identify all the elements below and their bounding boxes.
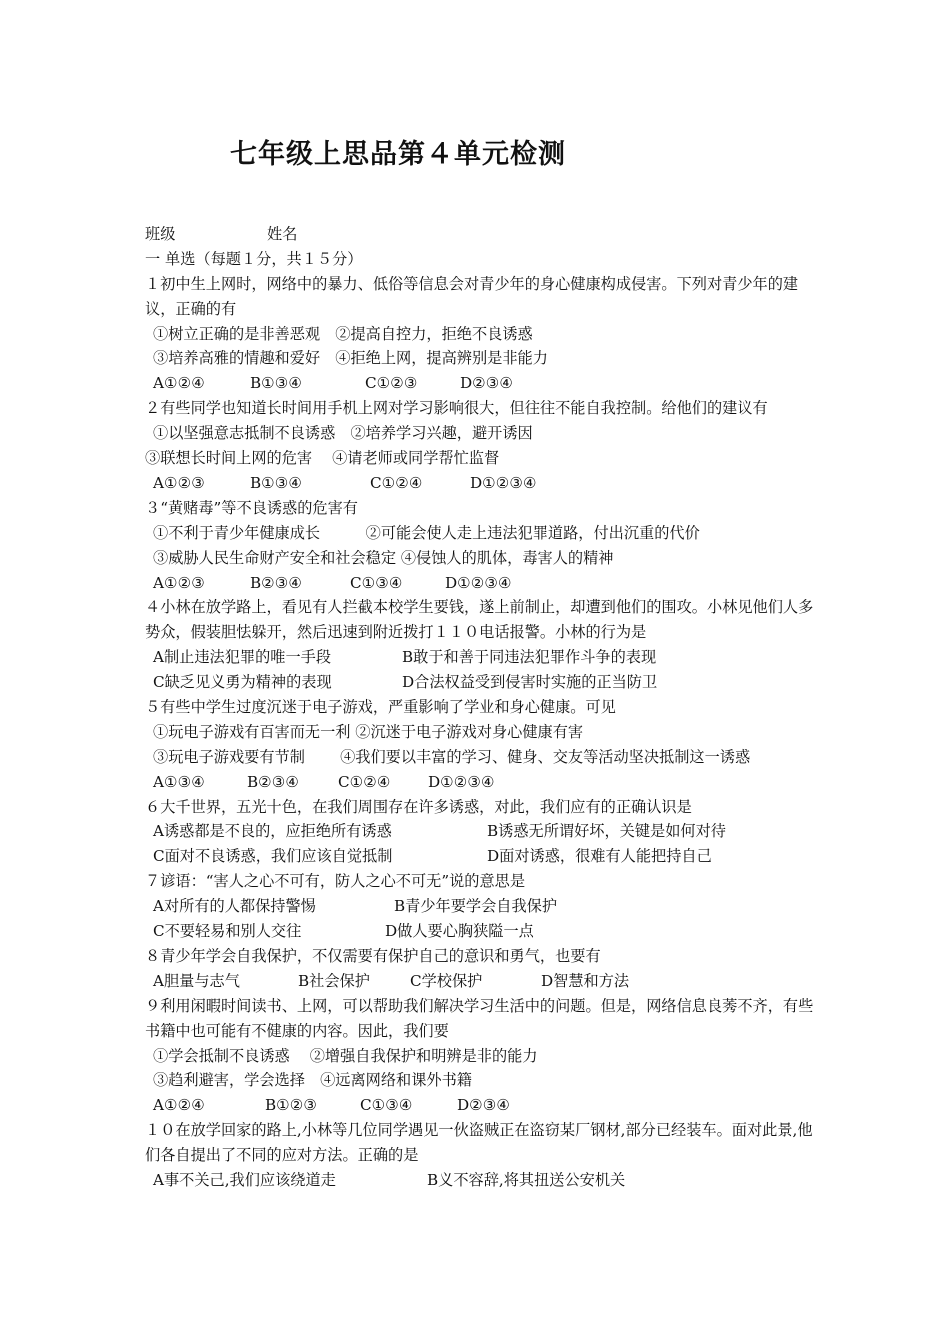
option: C①②④ — [370, 473, 423, 492]
option: B义不容辞,将其扭送公安机关 — [427, 1170, 626, 1189]
option: B社会保护 — [298, 971, 370, 990]
student-info-row — [145, 222, 815, 247]
answer-options — [145, 770, 815, 795]
option: D做人要心胸狭隘一点 — [385, 922, 534, 941]
question-stem: ２有些同学也知道长时间用手机上网对学习影响很大，但往往不能自我控制。给他们的建议有 — [145, 399, 768, 418]
option: D②③④ — [460, 374, 514, 393]
option: D①②③④ — [428, 772, 495, 791]
class-label: 班级 — [145, 225, 176, 243]
option: B①②③ — [265, 1096, 318, 1115]
option: B诱惑无所谓好坏，关键是如何对待 — [487, 822, 726, 841]
answer-options — [145, 844, 815, 869]
answer-options — [145, 969, 815, 994]
question-item: ①玩电子游戏有百害而无一利 ②沉迷于电子游戏对身心健康有害 — [153, 722, 584, 741]
option: B青少年要学会自我保护 — [394, 897, 558, 916]
question-stem: ７谚语：“害人之心不可有，防人之心不可无”说的意思是 — [145, 872, 526, 891]
page-title: 七年级上思品第４单元检测 — [230, 139, 566, 170]
option: A事不关己,我们应该绕道走 — [153, 1170, 336, 1189]
question-stem: ４小林在放学路上，看见有人拦截本校学生要钱，遂上前制止，却遭到他们的围攻。小林见他们人多势众，假装胆怯躲开，然后迅速到附近拨打１１０电话报警。小林的行为是 — [145, 598, 814, 642]
section-heading: 一 单选（每题１分，共１５分） — [145, 249, 363, 268]
option: A①②③ — [153, 573, 205, 592]
question-item: ①树立正确的是非善恶观 ②提高自控力，拒绝不良诱惑 — [153, 324, 533, 343]
question-item: ③威胁人民生命财产安全和社会稳定 ④侵蚀人的肌体，毒害人的精神 — [153, 548, 614, 567]
answer-options — [145, 571, 815, 596]
answer-options — [145, 919, 815, 944]
option: A①②④ — [153, 1096, 205, 1115]
answer-options — [145, 371, 815, 396]
option: B②③④ — [247, 772, 300, 791]
option: C面对不良诱惑，我们应该自觉抵制 — [153, 847, 393, 866]
answer-options — [145, 471, 815, 496]
name-label: 姓名 — [267, 225, 298, 243]
question-stem: １初中生上网时，网络中的暴力、低俗等信息会对青少年的身心健康构成侵害。下列对青少年的建议，正确的有 — [145, 274, 799, 318]
option: D面对诱惑，很难有人能把持自己 — [487, 847, 712, 866]
option: C缺乏见义勇为精神的表现 — [153, 673, 332, 692]
option: A①②④ — [153, 374, 205, 393]
question-stem: ９利用闲暇时间读书、上网，可以帮助我们解决学习生活中的问题。但是，网络信息良莠不齐，有些书籍中也可能有不健康的内容。因此，我们要 — [145, 996, 814, 1040]
option: A①③④ — [153, 772, 205, 791]
question-stem: ５有些中学生过度沉迷于电子游戏，严重影响了学业和身心健康。可见 — [145, 698, 616, 716]
question-item: ①以坚强意志抵制不良诱惑 ②培养学习兴趣，避开诱因 — [153, 424, 533, 443]
answer-options — [145, 894, 815, 919]
question-item: ③联想长时间上网的危害 ④请老师或同学帮忙监督 — [145, 449, 500, 468]
answer-options — [145, 1093, 815, 1118]
question-item: ③趋利避害，学会选择 ④远离网络和课外书籍 — [153, 1071, 472, 1090]
answer-options — [145, 819, 815, 844]
question-stem: ６大千世界，五光十色，在我们周围存在许多诱惑，对此，我们应有的正确认识是 — [145, 797, 692, 816]
option: A①②③ — [153, 473, 205, 492]
option: C不要轻易和别人交往 — [153, 922, 302, 941]
answer-options — [145, 670, 815, 695]
question-item: ③培养高雅的情趣和爱好 ④拒绝上网，提高辨别是非能力 — [153, 349, 548, 368]
option: B①③④ — [250, 473, 303, 492]
document-body — [145, 222, 815, 1193]
question-item: ③玩电子游戏要有节制 ④我们要以丰富的学习、健身、交友等活动坚决抵制这一诱惑 — [153, 747, 751, 766]
option: A诱惑都是不良的，应拒绝所有诱惑 — [153, 822, 392, 841]
option: D②③④ — [457, 1096, 511, 1115]
option: D①②③④ — [445, 573, 512, 592]
question-item: ①学会抵制不良诱惑 ②增强自我保护和明辨是非的能力 — [153, 1046, 538, 1065]
option: B①③④ — [250, 374, 303, 393]
option: A制止违法犯罪的唯一手段 — [153, 648, 332, 667]
option: C①②③ — [365, 374, 418, 393]
option: D智慧和方法 — [541, 971, 630, 990]
option: D合法权益受到侵害时实施的正当防卫 — [402, 673, 658, 692]
option: B敢于和善于同违法犯罪作斗争的表现 — [402, 648, 657, 667]
option: C①③④ — [360, 1096, 413, 1115]
option: C①③④ — [350, 573, 403, 592]
question-item: ①不利于青少年健康成长 ②可能会使人走上违法犯罪道路，付出沉重的代价 — [153, 523, 700, 542]
question-stem: １０在放学回家的路上,小林等几位同学遇见一伙盗贼正在盗窃某厂钢材,部分已经装车。面对此景,他们各自提出了不同的应对方法。正确的是 — [145, 1121, 813, 1165]
option: A对所有的人都保持警惕 — [153, 897, 316, 916]
question-stem: ８青少年学会自我保护，不仅需要有保护自己的意识和勇气，也要有 — [145, 946, 601, 965]
option: A胆量与志气 — [153, 971, 240, 990]
option: D①②③④ — [470, 473, 537, 492]
option: C①②④ — [338, 772, 391, 791]
option: B②③④ — [250, 573, 303, 592]
answer-options — [145, 645, 815, 670]
answer-options — [145, 1168, 815, 1193]
option: C学校保护 — [410, 971, 483, 990]
question-stem: ３“黄赌毒”等不良诱惑的危害有 — [145, 498, 358, 517]
